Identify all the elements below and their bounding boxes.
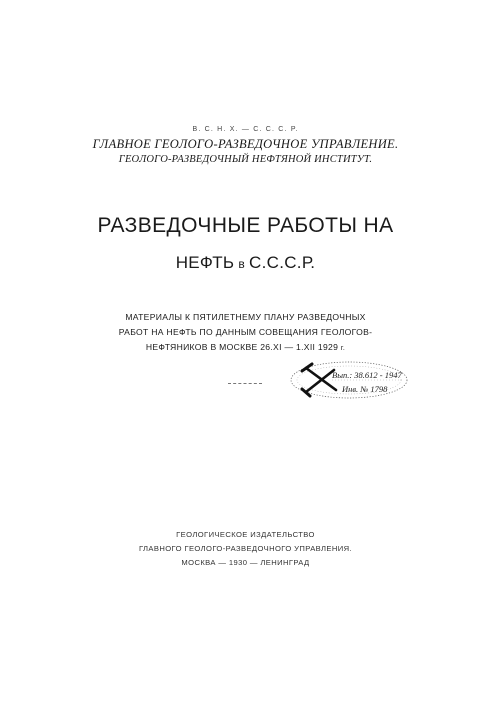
book-title-line-2 (0, 253, 491, 273)
subtitle-line-1: МАТЕРИАЛЫ К ПЯТИЛЕТНЕМУ ПЛАНУ РАЗВЕДОЧНЫХ (125, 312, 366, 322)
organization-name: ГЛАВНОЕ ГЕОЛОГО-РАЗВЕДОЧНОЕ УПРАВЛЕНИЕ. (92, 137, 399, 151)
library-stamp (288, 360, 410, 400)
publisher-line-1: ГЕОЛОГИЧЕСКОЕ ИЗДАТЕЛЬСТВО (176, 530, 315, 539)
title-word-neft: НЕФТЬ (175, 253, 235, 272)
title-word-sssr: С.С.С.Р. (249, 253, 316, 272)
stamp-number: Вып.: 38.612 - 1947 (332, 370, 402, 380)
title-word-v: в (238, 257, 246, 271)
subtitle-line-3 (0, 342, 491, 352)
publisher-line-2: ГЛАВНОГО ГЕОЛОГО-РАЗВЕДОЧНОГО УПРАВЛЕНИЯ. (138, 544, 353, 553)
publisher-line-3: МОСКВА — 1930 — ЛЕНИНГРАД (181, 558, 310, 567)
stamp-crossed-hammers-icon (288, 360, 410, 400)
stamp-inventory-number: Инв. № 1798 (342, 384, 388, 394)
subtitle-line-2: РАБОТ НА НЕФТЬ ПО ДАННЫМ СОВЕЩАНИЯ ГЕОЛОГОВ- (118, 327, 373, 337)
divider-dash (228, 383, 262, 384)
subtitle-line-3-main: НЕФТЯНИКОВ В МОСКВЕ 26.XI — 1.XII 1929 (145, 342, 339, 352)
subtitle-line-3-end: г. (340, 345, 346, 352)
book-title-line-1: РАЗВЕДОЧНЫЕ РАБОТЫ НА (97, 214, 394, 237)
institute-name: ГЕОЛОГО-РАЗВЕДОЧНЫЙ НЕФТЯНОЙ ИНСТИТУТ. (118, 154, 373, 165)
organization-abbreviation: В. С. Н. Х. — С. С. С. Р. (192, 126, 299, 133)
